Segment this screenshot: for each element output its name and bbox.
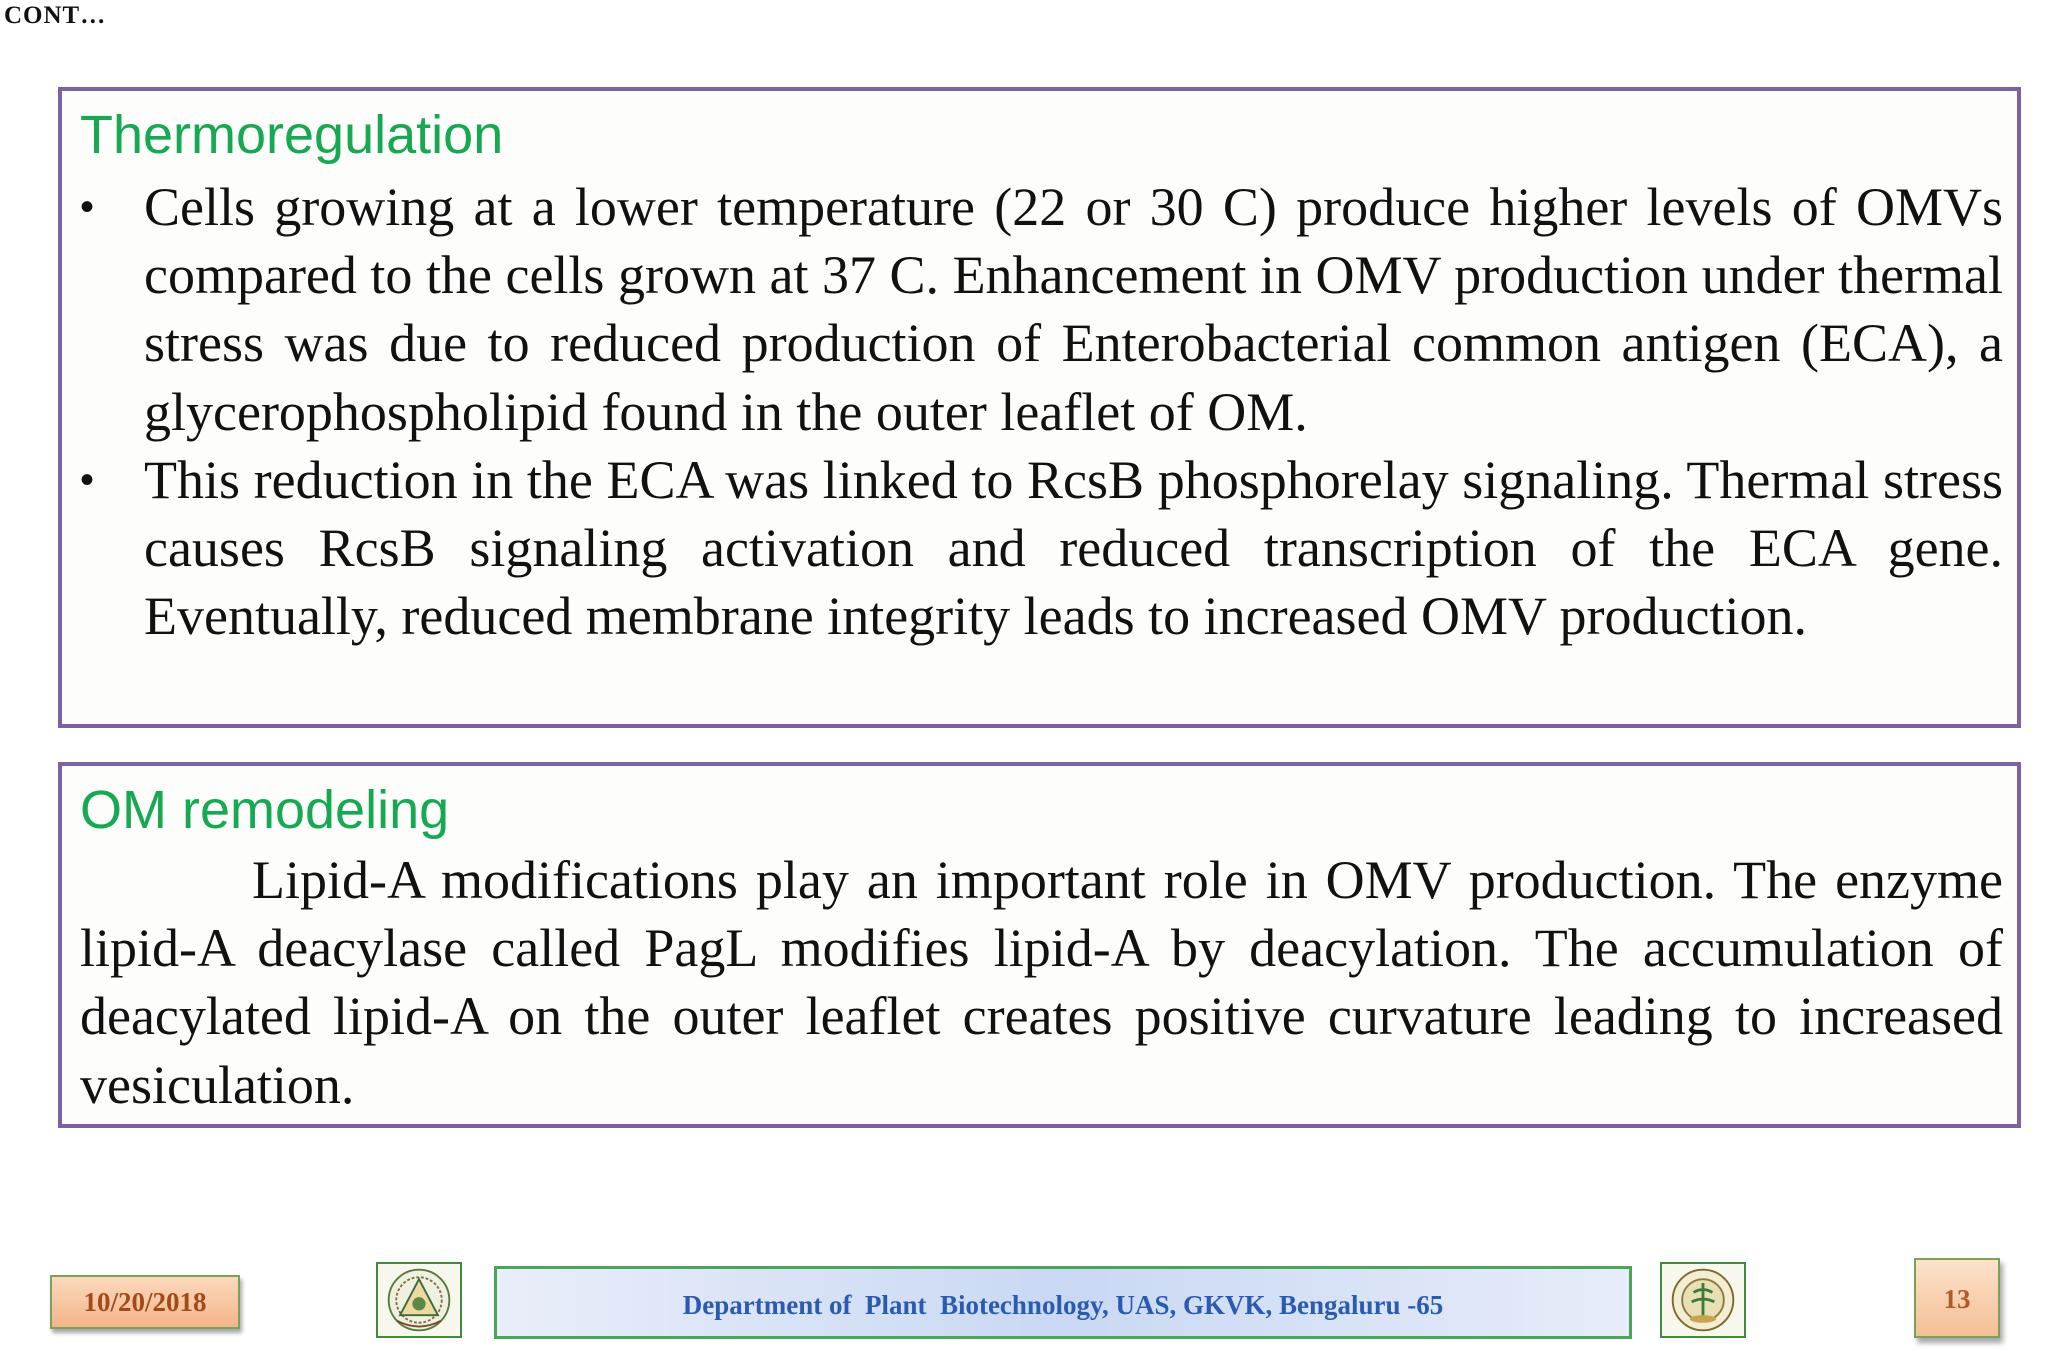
bullet-item [80, 446, 2003, 651]
continuation-label: CONT… [4, 2, 107, 29]
bullet-text: This reduction in the ECA was linked to RcsB phosphorelay signaling. Thermal stress causes RcsB signaling activation and reduced transcription of the ECA gene. Eventually, reduced membrane integrity leads to increased OMV production. [144, 449, 2003, 647]
bullet-icon: • [80, 185, 95, 229]
thermoregulation-box [58, 87, 2021, 728]
page-number: 13 [1914, 1258, 2000, 1338]
bullet-text: Cells growing at a lower temperature (22 or 30 C) produce higher levels of OMVs compared to the cells grown at 37 C. Enhancement in OMV production under thermal stress was due to reduced production of Enterobacterial common antigen (ECA), a glycerophospholipid found in the outer leaflet of OM. [144, 177, 2003, 442]
bullet-icon: • [80, 457, 95, 502]
thermoregulation-heading: Thermoregulation [80, 105, 504, 165]
university-emblem-icon [1660, 1262, 1746, 1338]
institution-seal-icon [376, 1262, 462, 1338]
om-remodeling-box [58, 762, 2021, 1128]
om-remodeling-heading: OM remodeling [80, 780, 450, 840]
bullet-item [80, 173, 2003, 446]
thermoregulation-bullet-list [80, 173, 2003, 650]
footer-department-banner: Department of Plant Biotechnology, UAS, GKVK, Bengaluru -65 [494, 1266, 1632, 1339]
footer-date: 10/20/2018 [50, 1275, 240, 1329]
om-remodeling-paragraph: Lipid-A modifications play an important role in OMV production. The enzyme lipid-A deacylase called PagL modifies lipid-A by deacylation. The accumulation of deacylated lipid-A on the outer leaflet creates positive curvature leading to increased vesiculation. [80, 850, 2003, 1115]
